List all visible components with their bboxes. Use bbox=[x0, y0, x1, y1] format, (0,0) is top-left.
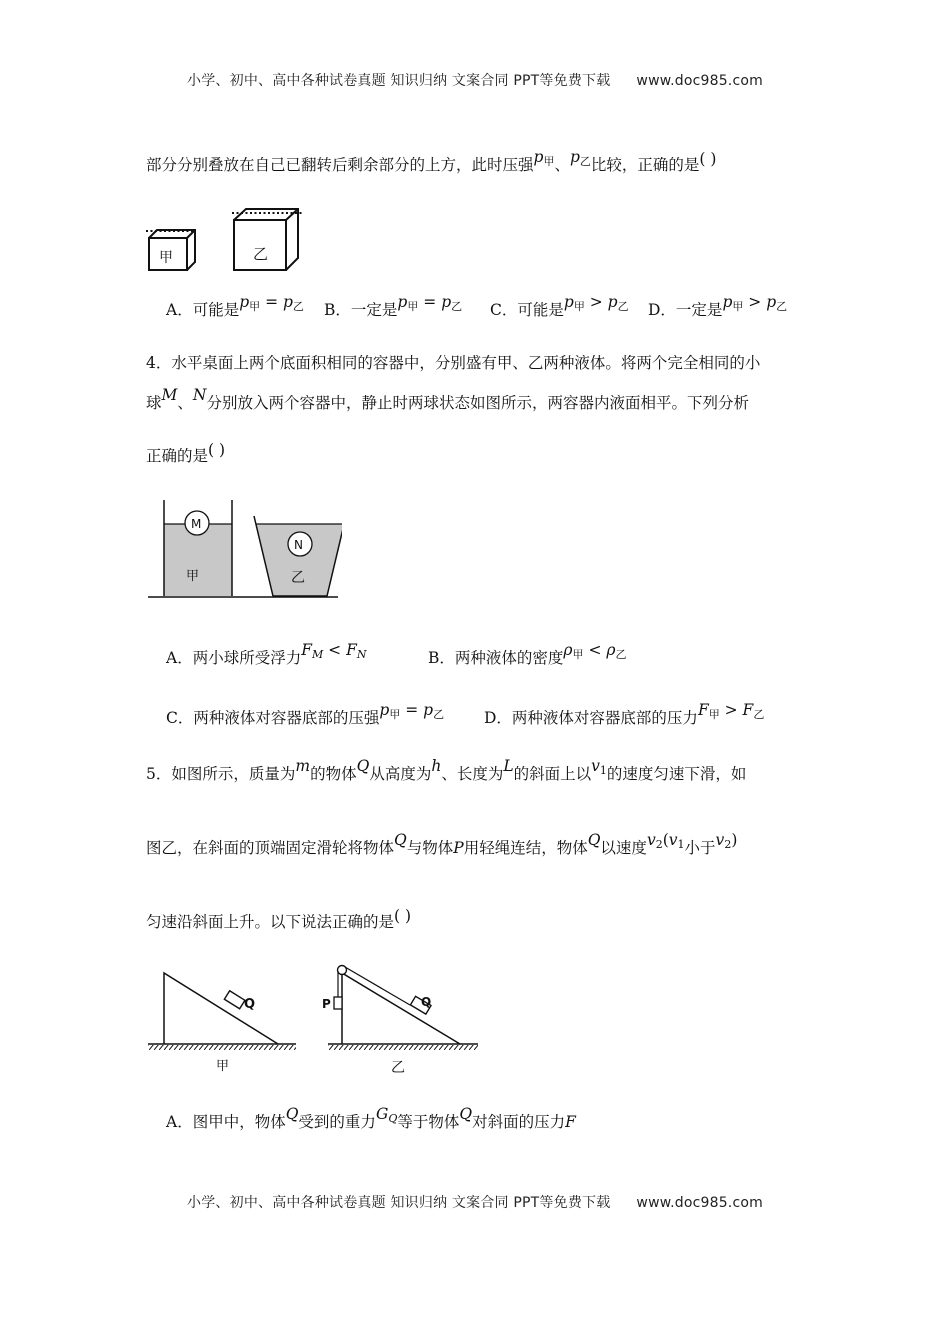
page-header bbox=[0, 70, 950, 90]
footer-slogan: 小学、初中、高中各种试卷真题 知识归纳 文案合同 PPT等免费下载 bbox=[187, 1195, 611, 1211]
q5-answer-paren: ( ) bbox=[394, 907, 412, 925]
q3-answer-paren: ( ) bbox=[699, 150, 717, 168]
container-jia-label: 甲 bbox=[186, 569, 200, 584]
q4-stem-line-3: 正确的是( ) bbox=[146, 441, 226, 465]
q4-stem-line-1: 4．水平桌面上两个底面积相同的容器中，分别盛有甲、乙两种液体。将两个完全相同的小 bbox=[146, 354, 761, 372]
q4-ball-M-symbol: M bbox=[161, 386, 178, 404]
page-footer bbox=[0, 1192, 950, 1212]
cube-jia-label: 甲 bbox=[159, 250, 173, 266]
q4-ball-N-symbol: N bbox=[192, 386, 207, 404]
block-Q-yi-label: Q bbox=[421, 995, 432, 1009]
q4-option-b[interactable]: B．两种液体的密度$\rho_甲 < \rho_乙$ bbox=[428, 641, 627, 667]
incline-yi bbox=[342, 973, 460, 1044]
q5-option-a[interactable]: A．图甲中，物体Q受到的重力$G_Q$等于物体Q对斜面的压力F bbox=[166, 1105, 576, 1131]
ball-N-label: N bbox=[294, 538, 303, 552]
q3-p-yi: $p_乙$ bbox=[569, 148, 591, 168]
q3-p-jia: $p_甲$ bbox=[533, 148, 555, 168]
q5-incline-figure bbox=[144, 960, 484, 1080]
ball-M-label: M bbox=[191, 517, 202, 531]
q4-option-c[interactable]: C．两种液体对容器底部的压强$p_甲 = p_乙$ bbox=[166, 701, 445, 727]
footer-site-link[interactable]: www.doc985.com bbox=[636, 1195, 763, 1211]
figure-jia-label: 甲 bbox=[216, 1059, 230, 1074]
incline-jia bbox=[164, 973, 278, 1044]
q4-containers-figure bbox=[146, 498, 342, 602]
cube-yi-label: 乙 bbox=[253, 245, 269, 263]
container-yi-label: 乙 bbox=[291, 570, 305, 586]
q3-stem-line: 部分分别叠放在自己已翻转后剩余部分的上方，此时压强$p_甲$、$p_乙$比较，正确的是( ) bbox=[146, 148, 717, 174]
figure-yi-label: 乙 bbox=[391, 1060, 405, 1076]
q5-stem-line-1: 5．如图所示，质量为m的物体Q从高度为h、长度为L的斜面上以$v_1$的速度匀速下滑，如 bbox=[146, 757, 747, 783]
q5-stem-line-2: 图乙，在斜面的顶端固定滑轮将物体Q与物体P用轻绳连结，物体Q以速度$v_2(v_1$小于$v_2$) bbox=[146, 831, 738, 857]
block-P bbox=[334, 997, 342, 1009]
q3-option-d[interactable]: D．一定是$p_甲 > p_乙$ bbox=[648, 293, 788, 319]
q3-option-a[interactable]: A．可能是$p_甲 = p_乙$ bbox=[166, 293, 304, 319]
q4-option-a[interactable]: A．两小球所受浮力$F_M < F_N$ bbox=[166, 641, 367, 667]
q4-stem-line-2: 球M、N分别放入两个容器中，静止时两球状态如图所示，两容器内液面相平。下列分析 bbox=[146, 386, 749, 412]
q3-option-b[interactable]: B．一定是$p_甲 = p_乙$ bbox=[324, 293, 463, 319]
rope-incline bbox=[345, 967, 410, 1005]
q3-option-c[interactable]: C．可能是$p_甲 > p_乙$ bbox=[490, 293, 629, 319]
q4-option-d[interactable]: D．两种液体对容器底部的压力$F_甲 > F_乙$ bbox=[484, 701, 765, 727]
block-Q-jia bbox=[224, 991, 245, 1009]
header-slogan: 小学、初中、高中各种试卷真题 知识归纳 文案合同 PPT等免费下载 bbox=[187, 73, 611, 89]
q3-cubes-figure bbox=[140, 200, 320, 280]
block-P-label: P bbox=[322, 997, 331, 1011]
header-site-link[interactable]: www.doc985.com bbox=[636, 73, 763, 89]
q5-stem-line-3: 匀速沿斜面上升。以下说法正确的是( ) bbox=[146, 907, 412, 931]
block-Q-jia-label: Q bbox=[244, 997, 256, 1012]
q4-answer-paren: ( ) bbox=[208, 441, 226, 459]
